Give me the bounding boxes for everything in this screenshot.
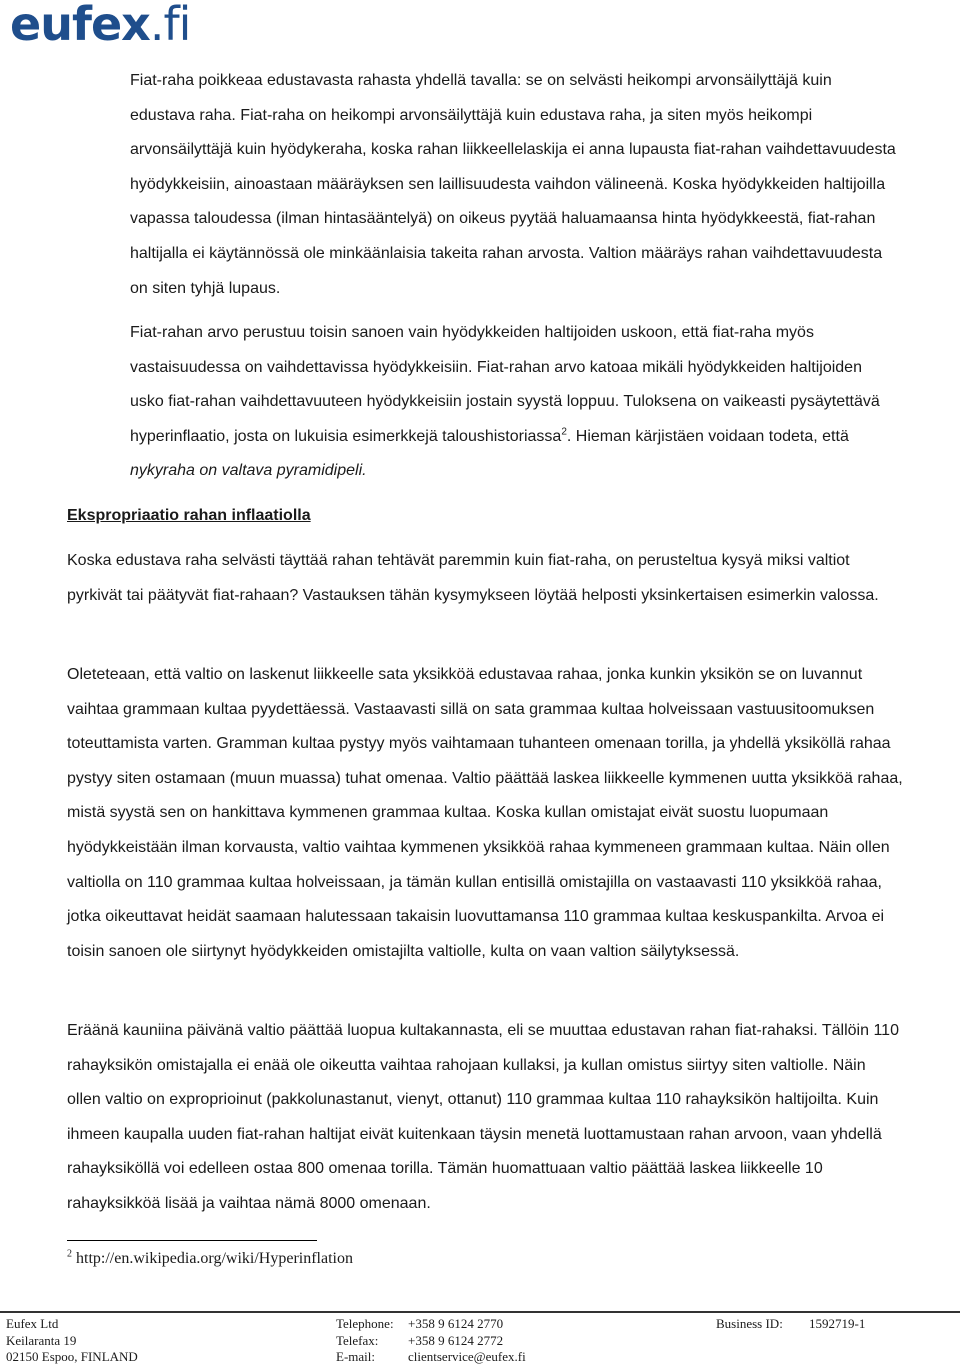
footer-street: Keilaranta 19 (6, 1332, 77, 1348)
footnote-divider (67, 1240, 317, 1241)
footer-business (716, 1316, 865, 1333)
footer-business-id-value: 1592719-1 (809, 1316, 866, 1331)
footer-email-value[interactable]: clientservice@eufex.fi (408, 1349, 526, 1364)
footnote-reference: 2 (561, 426, 567, 438)
logo-main: eufex (10, 0, 150, 51)
footer-telefax-value: +358 9 6124 2772 (408, 1332, 504, 1348)
footer-city: 02150 Espoo, FINLAND (6, 1349, 138, 1364)
section-example (67, 658, 903, 969)
paragraph-fiat-belief (130, 316, 900, 489)
paragraph-fiat-belief-main: Fiat-rahan arvo perustuu toisin sanoen vain hyödykkeiden haltijoiden uskoon, että fiat-raha myös vastaisuudessa on vaihdettavissa hyödykkeisiin. Fiat-rahan arvo katoaa mikäli hyödykkeiden haltijoiden usko fiat-rahan vaihdettavuuteen hyödykkeisiin jostain syystä loppuu. Tuloksena on vaikeasti pysäytettävä hyperinflaatio, josta on lukuisia esimerkkejä taloushistoriassa (130, 324, 880, 445)
footer-email-label: E-mail: (336, 1349, 375, 1364)
footer-telephone-label: Telephone: (336, 1316, 394, 1331)
section-heading-wrapper (67, 507, 903, 525)
footer-contact (336, 1316, 526, 1366)
footnote (67, 1250, 353, 1268)
eufex-logo (10, 0, 191, 51)
paragraph-intro: Koska edustava raha selvästi täyttää rahan tehtävät paremmin kuin fiat-raha, on perusteltua kysyä miksi valtiot pyrkivät tai päätyvät fiat-rahaan? Vastauksen tähän kysymykseen löytää helposti yksinkertaisen esimerkin valossa. (67, 552, 879, 604)
section-heading: Ekspropriaatio rahan inflaatiolla (67, 507, 311, 524)
section-fiat-belief (130, 316, 900, 489)
footnote-link[interactable]: http://en.wikipedia.org/wiki/Hyperinflation (76, 1250, 353, 1267)
logo-tld: .fi (149, 0, 191, 51)
section-gold-standard (67, 1014, 903, 1222)
footnote-number: 2 (67, 1248, 72, 1260)
footer-company: Eufex Ltd (6, 1316, 59, 1331)
paragraph-fiat-weakness: Fiat-raha poikkeaa edustavasta rahasta yhdellä tavalla: se on selvästi heikompi arvonsäilyttäjä kuin edustava raha. Fiat-raha on heikompi arvonsäilyttäjä kuin edustava raha, ja siten myös heikompi arvonsäilyttäjä kuin hyödykeraha, koska rahan liikkeellelaskija ei anna lupausta fiat-rahan vaihdettavuudesta hyödykkeisiin, ainoastaan määräyksen sen laillisuudesta vaihdon välineenä. Koska hyödykkeiden haltijoilla vapassa taloudessa (ilman hintasääntelyä) on oikeus pyytää haluamaansa hinta hyödykkeestä, fiat-rahan haltijalla ei käytännössä ole minkäänlaisia takeita rahan arvosta. Valtion määräys rahan vaihdettavuudesta on siten tyhjä lupaus. (130, 72, 896, 297)
paragraph-example: Oleteteaan, että valtio on laskenut liikkeelle sata yksikköä edustavaa rahaa, jonka kunkin yksikön se on luvannut vaihtaa grammaan kultaa pyydettäessä. Vastaavasti sillä on sata grammaa kultaa holveissaan vastuusitoomuksen toteuttamista varten. Gramman kultaa pystyy myös vaihtamaan tuhanteen omenaan torilla, ja yhdellä yksiköllä rahaa pystyy siten ostamaan (muun muassa) tuhat omenaa. Valtio päättää laskea liikkeelle kymmenen uutta yksikköä rahaa, mistä syystä sen on hankittava kymmenen grammaa kultaa. Koska kullan omistajat eivät suostu luopumaan hyödykkeistään ilman korvausta, valtio vaihtaa kymmenen yksikköä rahaa kymmeneen grammaan kultaa. Näin ollen valtiolla on 110 grammaa kultaa holveissaan, ja tämän kullan entisillä omistajilla on vastaavasti 110 yksikköä rahaa, jotka oikeuttavat heidät saamaan halutessaan takaisin luovuttamansa 110 grammaa kultaa keskuspankilta. Arvoa ei toisin sanoen ole siirtynyt hyödykkeiden omistajilta valtiolle, kulta on vaan valtion säilytyksessä. (67, 666, 903, 960)
footer-address (6, 1316, 138, 1366)
section-fiat-value (130, 64, 900, 306)
section-expropriation-intro (67, 544, 903, 613)
paragraph-fiat-belief-italic: nykyraha on valtava pyramidipeli. (130, 462, 367, 480)
paragraph-gold-standard: Eräänä kauniina päivänä valtio päättää luopua kultakannasta, eli se muuttaa edustavan rahan fiat-rahaksi. Tällöin 110 rahayksikön omistajalla ei enää ole oikeutta vaihtaa rahojaan kullaksi, ja kullan omistus siirtyy siten valtiolle. Näin ollen valtio on exproprioinut (pakkolunastanut, vienyt, ottanut) 110 grammaa kultaa 110 rahayksikön haltijoilta. Kuin ihmeen kaupalla uuden fiat-rahan haltijat eivät kuitenkaan täysin menetä luottamustaan rahan arvoon, vaan yhdellä rahayksiköllä voi edelleen ostaa 800 omenaa torilla. Tämän huomattuaan valtio päättää laskea liikkeelle 10 rahayksikköä lisää ja vaihtaa nämä 8000 omenaan. (67, 1022, 899, 1212)
footer-business-id-label: Business ID: (716, 1316, 783, 1331)
footer-divider (0, 1311, 960, 1313)
footer-telefax-label: Telefax: (336, 1332, 379, 1348)
footer-telephone-value: +358 9 6124 2770 (408, 1316, 504, 1331)
paragraph-fiat-belief-tail: . Hieman kärjistäen voidaan todeta, että (566, 427, 849, 445)
